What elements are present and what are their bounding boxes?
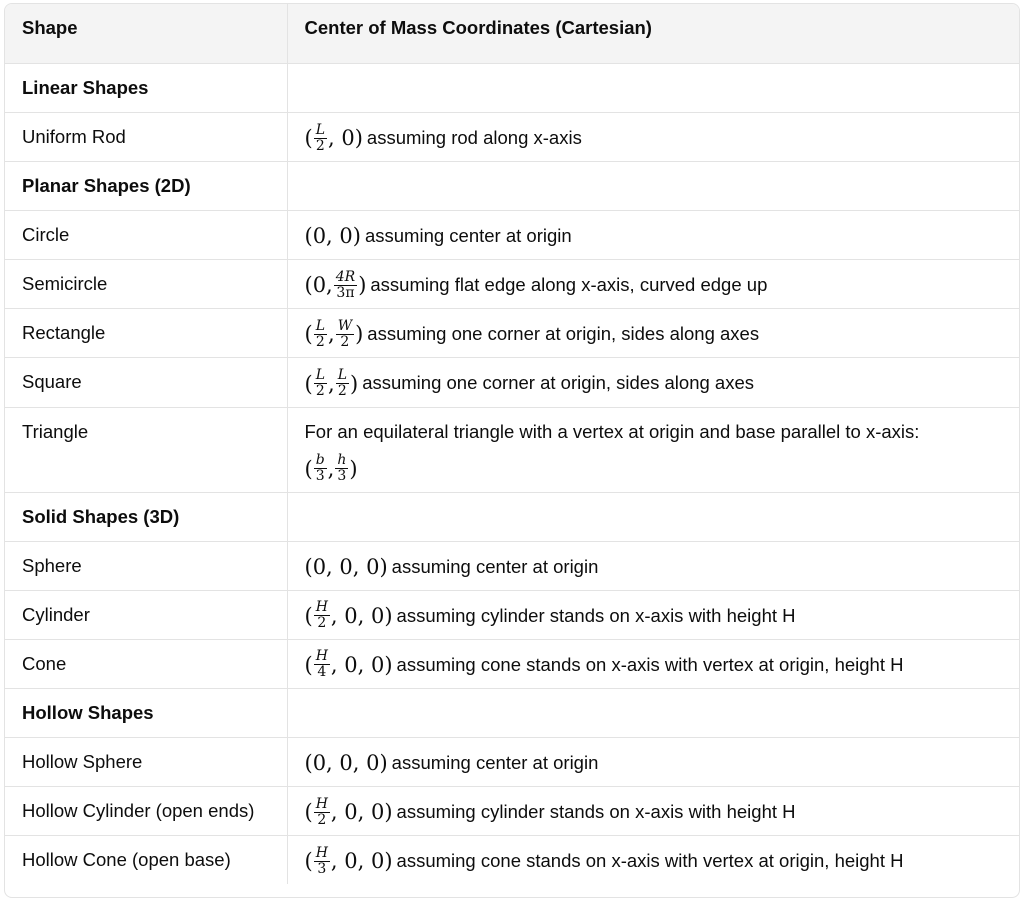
com-description: assuming rod along x-axis bbox=[366, 127, 582, 149]
com-cell bbox=[287, 541, 1019, 590]
com-formula: (0, $\frac{4R}{3\pi}$ ) bbox=[304, 268, 367, 301]
com-table-container bbox=[4, 3, 1020, 898]
table-row bbox=[5, 211, 1019, 260]
com-formula: (0, 0) bbox=[304, 224, 361, 249]
com-formula: ( $\frac{H}{3}$ , 0, 0) bbox=[304, 844, 393, 877]
table-row bbox=[5, 836, 1019, 885]
com-description: assuming cone stands on x-axis with vertex at origin, height H bbox=[396, 653, 904, 675]
com-cell bbox=[287, 309, 1019, 358]
com-formula: (0, 0, 0) bbox=[304, 751, 388, 776]
com-formula: ( $\frac{H}{4}$ , 0, 0) bbox=[304, 648, 393, 681]
com-cell bbox=[287, 787, 1019, 836]
com-cell bbox=[287, 260, 1019, 309]
com-description: For an equilateral triangle with a vertex at origin and base parallel to x-axis: bbox=[304, 420, 920, 442]
table-header-row bbox=[5, 4, 1019, 64]
shape-name: Semicircle bbox=[5, 260, 287, 309]
section-row-planar bbox=[5, 162, 1019, 211]
table-row bbox=[5, 787, 1019, 836]
com-cell bbox=[287, 113, 1019, 162]
com-cell bbox=[287, 211, 1019, 260]
shape-name: Hollow Sphere bbox=[5, 737, 287, 786]
com-formula: ( $\frac{L}{2}$ , 0) bbox=[304, 121, 363, 154]
com-formula: ( $\frac{H}{2}$ , 0, 0) bbox=[304, 599, 393, 632]
shape-name: Sphere bbox=[5, 541, 287, 590]
com-description: assuming cylinder stands on x-axis with height H bbox=[396, 604, 796, 626]
section-title: Planar Shapes (2D) bbox=[5, 162, 287, 211]
com-description: assuming one corner at origin, sides along axes bbox=[367, 323, 760, 345]
shape-name: Square bbox=[5, 358, 287, 407]
com-description: assuming cone stands on x-axis with vertex at origin, height H bbox=[396, 850, 904, 872]
header-shape: Shape bbox=[5, 4, 287, 64]
shape-name: Cylinder bbox=[5, 590, 287, 639]
table-row bbox=[5, 737, 1019, 786]
com-table bbox=[5, 4, 1019, 884]
com-formula: ( $\frac{L}{2}$ , $\frac{L}{2}$ ) bbox=[304, 367, 359, 400]
table-row bbox=[5, 358, 1019, 407]
table-row bbox=[5, 260, 1019, 309]
section-row-solid bbox=[5, 492, 1019, 541]
table-row bbox=[5, 639, 1019, 688]
table-row bbox=[5, 541, 1019, 590]
com-description: assuming center at origin bbox=[391, 555, 599, 577]
com-formula: (0, 0, 0) bbox=[304, 554, 388, 579]
shape-name: Rectangle bbox=[5, 309, 287, 358]
com-description: assuming flat edge along x-axis, curved edge up bbox=[370, 274, 768, 296]
com-formula: ( $\frac{H}{2}$ , 0, 0) bbox=[304, 795, 393, 828]
com-cell bbox=[287, 358, 1019, 407]
shape-name: Cone bbox=[5, 639, 287, 688]
com-description: assuming one corner at origin, sides along axes bbox=[362, 372, 754, 394]
section-row-linear bbox=[5, 64, 1019, 113]
table-row bbox=[5, 590, 1019, 639]
shape-name: Circle bbox=[5, 211, 287, 260]
com-cell bbox=[287, 737, 1019, 786]
table-row bbox=[5, 407, 1019, 492]
table-row bbox=[5, 309, 1019, 358]
com-cell bbox=[287, 836, 1019, 885]
com-formula: ( $\frac{L}{2}$ , $\frac{W}{2}$ ) bbox=[304, 317, 364, 350]
section-title: Solid Shapes (3D) bbox=[5, 492, 287, 541]
section-title: Hollow Shapes bbox=[5, 688, 287, 737]
shape-name: Hollow Cylinder (open ends) bbox=[5, 787, 287, 836]
com-cell bbox=[287, 639, 1019, 688]
section-row-hollow bbox=[5, 688, 1019, 737]
header-com: Center of Mass Coordinates (Cartesian) bbox=[287, 4, 1019, 64]
com-cell bbox=[287, 407, 1019, 492]
com-formula: ( $\frac{b}{3}$ , $\frac{h}{3}$ ) bbox=[304, 452, 358, 485]
com-cell bbox=[287, 590, 1019, 639]
table-row bbox=[5, 113, 1019, 162]
section-title: Linear Shapes bbox=[5, 64, 287, 113]
com-description: assuming center at origin bbox=[391, 752, 599, 774]
shape-name: Uniform Rod bbox=[5, 113, 287, 162]
shape-name: Triangle bbox=[5, 407, 287, 492]
com-description: assuming cylinder stands on x-axis with height H bbox=[396, 801, 796, 823]
com-description: assuming center at origin bbox=[364, 225, 572, 247]
shape-name: Hollow Cone (open base) bbox=[5, 836, 287, 885]
